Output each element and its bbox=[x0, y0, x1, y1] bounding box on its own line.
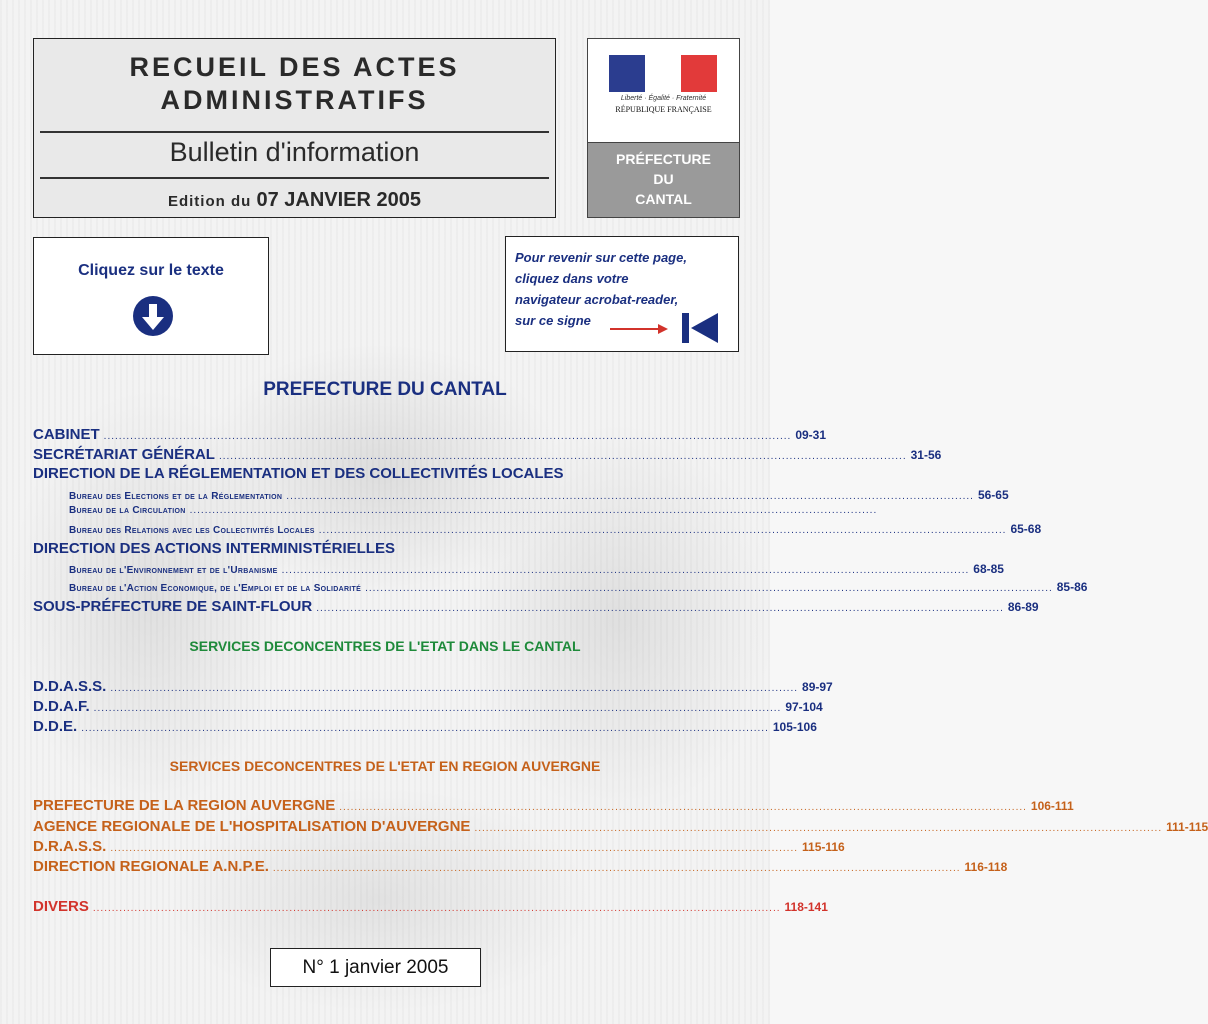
prefecture-section-title: PREFECTURE DU CANTAL bbox=[263, 379, 507, 400]
toc-subentry[interactable]: Bureau des Relations avec les Collectivités Locales ...................................................................................................................................................................................... 65-68 bbox=[69, 522, 1042, 536]
toc-entry[interactable]: SECRÉTARIAT GÉNÉRAL ...................................................................................................................................................................................... 31-56 bbox=[33, 446, 942, 463]
issue-number-box: N° 1 janvier 2005 bbox=[270, 948, 481, 987]
bulletin-subtitle: Bulletin d'information bbox=[169, 137, 420, 167]
republique-logo bbox=[588, 39, 739, 143]
toc-entry[interactable]: SOUS-PRÉFECTURE DE SAINT-FLOUR ...................................................................................................................................................................................... 86-89 bbox=[33, 598, 1039, 615]
toc-subentry[interactable]: Bureau de l'Action Economique, de l'Emploi et de la Solidarité ...................................................................................................................................................................................... 85-86 bbox=[69, 580, 1088, 594]
toc-subentry[interactable]: Bureau de l'Environnement et de l'Urbanisme ...................................................................................................................................................................................... 68-85 bbox=[69, 562, 1004, 576]
toc-entry[interactable]: D.D.A.S.S. ...................................................................................................................................................................................... 89-97 bbox=[33, 678, 833, 695]
toc-entry-divers[interactable]: DIVERS ...................................................................................................................................................................................... 118-141 bbox=[33, 898, 828, 915]
marianne-flag-icon bbox=[609, 55, 717, 92]
toc-entry[interactable]: CABINET ...................................................................................................................................................................................... 09-31 bbox=[33, 426, 827, 443]
navigation-help-text bbox=[515, 247, 687, 331]
pref-line2: DU bbox=[653, 171, 674, 187]
title-box bbox=[33, 38, 556, 218]
help-line1: Pour revenir sur cette page, bbox=[515, 250, 687, 265]
help-line3: navigateur acrobat-reader, bbox=[515, 292, 679, 307]
navigation-help-box bbox=[505, 236, 739, 352]
edition-date: 07 JANVIER 2005 bbox=[256, 189, 422, 211]
prefecture-box bbox=[587, 38, 740, 218]
toc-entry[interactable]: DIRECTION REGIONALE A.N.P.E. ...................................................................................................................................................................................... 116-118 bbox=[33, 858, 1008, 875]
edition-prefix: Edition du bbox=[167, 193, 252, 210]
help-line2: cliquez dans votre bbox=[515, 271, 629, 286]
help-line4: sur ce signe bbox=[515, 313, 591, 328]
red-arrow-icon bbox=[610, 323, 670, 335]
main-title-line1: RECUEIL DES ACTES bbox=[129, 52, 460, 82]
down-arrow-icon bbox=[133, 296, 173, 336]
title-rule-top bbox=[40, 131, 549, 133]
republique-francaise-text: RÉPUBLIQUE FRANÇAISE bbox=[615, 105, 712, 114]
pref-line1: PRÉFECTURE bbox=[616, 151, 711, 167]
prefecture-du-cantal-label bbox=[588, 143, 739, 217]
republique-motto: Liberté · Égalité · Fraternité bbox=[620, 95, 707, 102]
title-rule-bottom bbox=[40, 177, 549, 179]
toc-entry[interactable]: D.R.A.S.S. ...................................................................................................................................................................................... 115-116 bbox=[33, 838, 845, 855]
click-instruction-label: Cliquez sur le texte bbox=[78, 262, 224, 279]
back-to-start-icon[interactable] bbox=[682, 313, 718, 343]
toc-entry[interactable]: AGENCE REGIONALE DE L'HOSPITALISATION D'AUVERGNE ...................................................................................................................................................................................... 111-115 bbox=[33, 818, 1208, 835]
services-auvergne-title: SERVICES DECONCENTRES DE L'ETAT EN REGION AUVERGNE bbox=[169, 758, 601, 774]
click-instruction-box bbox=[33, 237, 269, 355]
down-arrow-button[interactable] bbox=[133, 296, 173, 336]
toc-subentry[interactable]: Bureau des Elections et de la Réglementation ...................................................................................................................................................................................... 56-65 bbox=[69, 488, 1009, 502]
services-cantal-title: SERVICES DECONCENTRES DE L'ETAT DANS LE CANTAL bbox=[189, 638, 581, 654]
toc-subentry[interactable]: Bureau de la Circulation ...................................................................................................................................................................................... bbox=[69, 505, 878, 516]
toc-heading[interactable]: DIRECTION DES ACTIONS INTERMINISTÉRIELLES bbox=[33, 540, 395, 557]
toc-entry[interactable]: D.D.A.F. ...................................................................................................................................................................................... 97-104 bbox=[33, 698, 823, 715]
main-title-line2: ADMINISTRATIFS bbox=[160, 85, 429, 115]
main-title bbox=[34, 51, 555, 117]
toc-heading[interactable]: DIRECTION DE LA RÉGLEMENTATION ET DES COLLECTIVITÉS LOCALES bbox=[33, 465, 564, 482]
edition-line bbox=[34, 189, 555, 212]
pref-line3: CANTAL bbox=[635, 191, 692, 207]
toc-entry[interactable]: PREFECTURE DE LA REGION AUVERGNE ...................................................................................................................................................................................... 106-111 bbox=[33, 797, 1074, 814]
toc-entry[interactable]: D.D.E. ...................................................................................................................................................................................... 105-106 bbox=[33, 718, 817, 735]
